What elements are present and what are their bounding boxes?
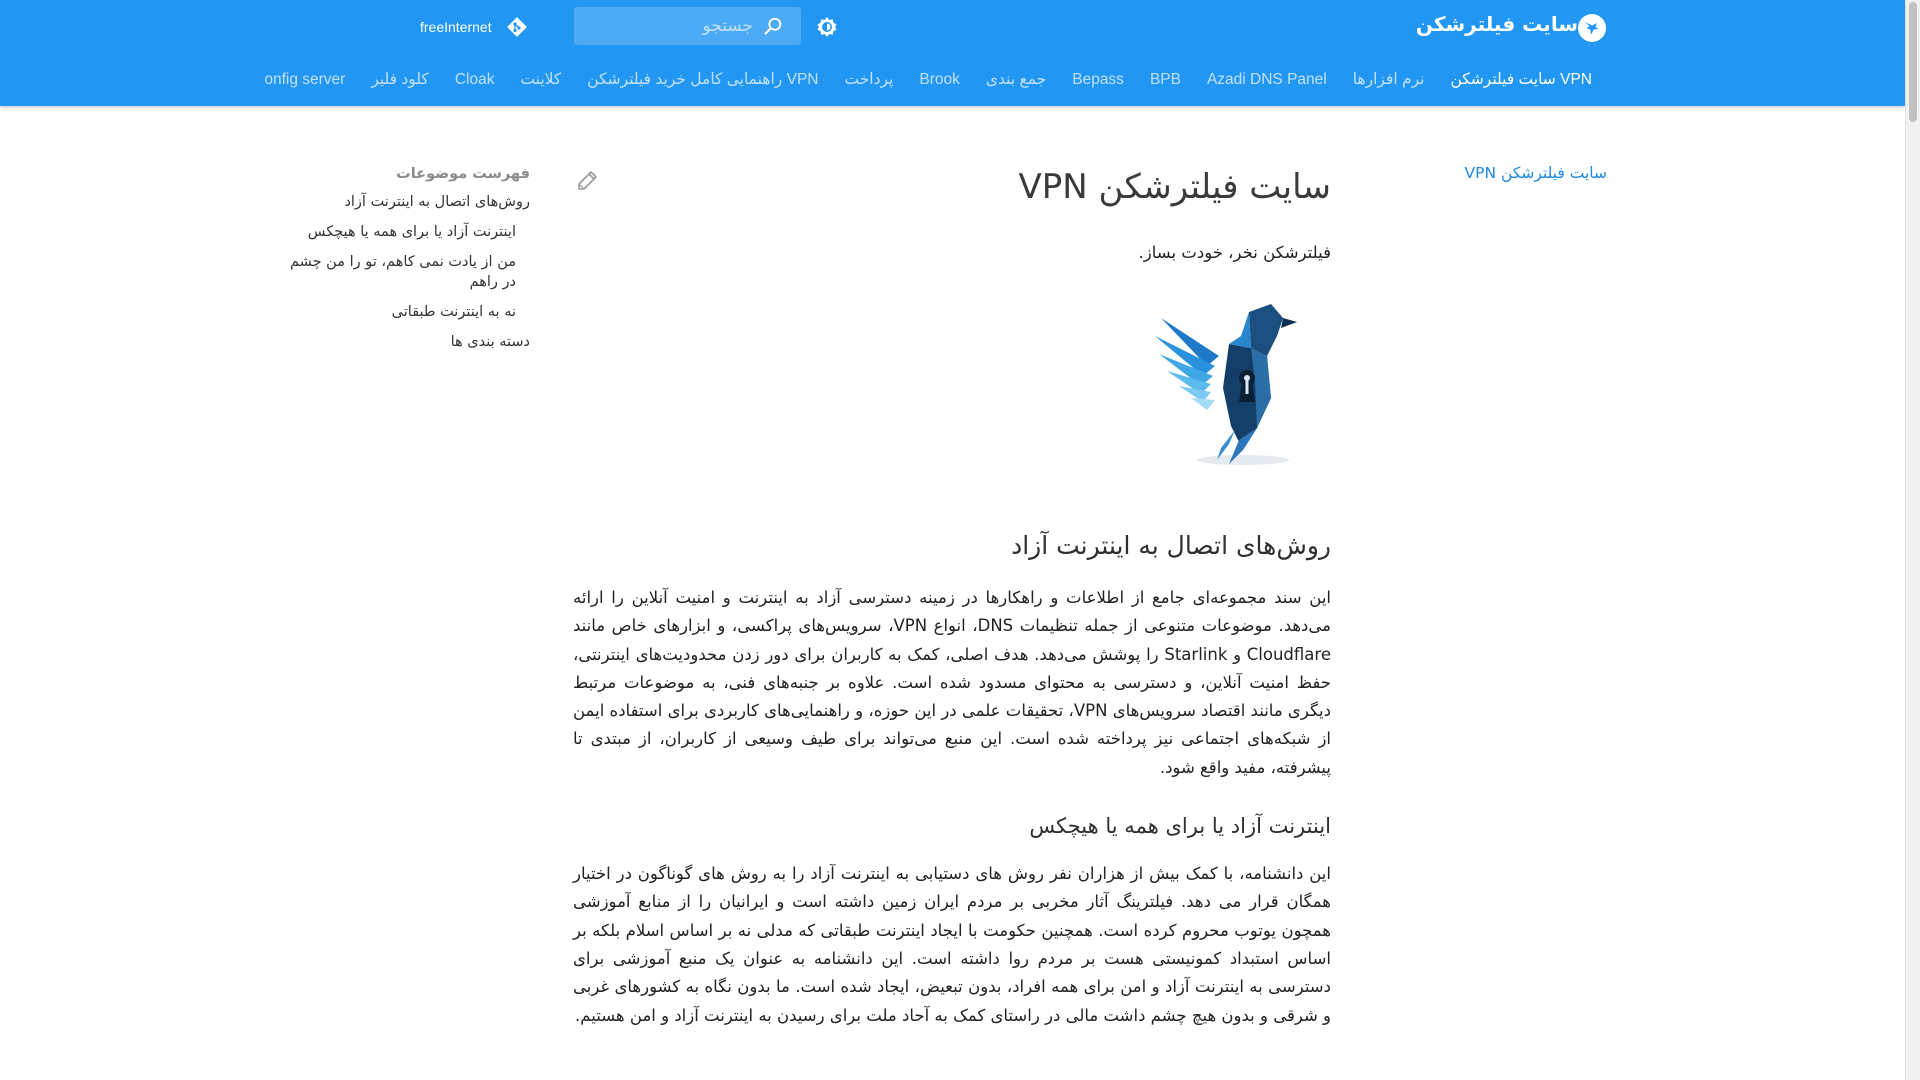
toc-item[interactable]: روش‌های اتصال به اینترنت آزاد: [344, 194, 530, 210]
toc-item[interactable]: دسته بندی ها: [450, 334, 530, 350]
tab-bepass[interactable]: Bepass: [1072, 71, 1124, 88]
toc-item[interactable]: من از یادت نمی کاهم، تو را من چشم در راهم: [290, 254, 516, 290]
tab-config-server[interactable]: onfig server: [264, 71, 346, 88]
theme-toggle-button[interactable]: [813, 13, 841, 41]
site-title[interactable]: سایت فیلترشکن: [1415, 12, 1578, 36]
section-paragraph: این دانشنامه، با کمک بیش از هزاران نفر روش های دستیابی به اینترنت آزاد را به روش های گوناگون در اختیار همگان قرار می دهد. فیلترینگ آثار مخربی بر مردم ایران زمین داشته است و ایرانیان را از منابع آموزشی همچون یوتوب محروم کرده است. همچنین حکومت با ایجاد اینترنت طبقاتی که مدلی نه بر اساس اسلام بلکه بر اساس استبداد کمونیستی هست بر مردم روا داشته است. این دانشنامه به عنوان یک منبع آموزشی برای دسترسی به اینترنت آزاد و امن برای همه افراد، بدون تبعیض، ایجاد شده است. ما بدون نگاه به کشورهای غربی و شرقی و بدون هیچ چشم داشت مالی در راستای کمک به آحاد ملت برای رسیدن به اینترنت آزاد و امن هستیم.: [573, 864, 1331, 1025]
top-header: [0, 0, 1905, 106]
tab-payment[interactable]: پرداخت: [844, 71, 894, 88]
tab-cloudflare[interactable]: کلود فلیر: [371, 71, 429, 88]
search-box: [574, 7, 801, 45]
toc-title: فهرست موضوعات: [396, 166, 530, 182]
article: [573, 155, 1331, 1030]
section-heading-free-internet-methods: روش‌های اتصال به اینترنت آزاد: [1011, 531, 1331, 560]
tab-client[interactable]: کلاینت: [520, 71, 562, 88]
primary-nav: [1465, 164, 1607, 182]
repo-label: freeInternet: [420, 19, 492, 35]
page-scrollbar[interactable]: [1905, 0, 1920, 1080]
nav-link-home[interactable]: سایت فیلترشکن VPN: [1464, 164, 1607, 182]
tab-summary[interactable]: جمع بندی: [985, 71, 1047, 88]
tab-bpb[interactable]: BPB: [1149, 71, 1181, 88]
scrollbar-thumb[interactable]: [1909, 2, 1917, 122]
site-logo[interactable]: [1578, 14, 1606, 42]
repo-link[interactable]: [420, 13, 530, 41]
toc-list: [290, 192, 530, 352]
section-heading-internet-for-all: اینترنت آزاد یا برای همه یا هیچکس: [1029, 814, 1331, 839]
toc-item[interactable]: نه به اینترنت طبقاتی: [391, 304, 516, 320]
search-icon[interactable]: [762, 16, 784, 38]
table-of-contents: [290, 164, 530, 362]
tagline: فیلترشکن نخر، خودت بساز.: [1138, 243, 1331, 262]
tab-vpn-buying-guide[interactable]: راهنمایی کامل خرید فیلترشکن VPN: [587, 71, 819, 88]
tab-azadi-dns-panel[interactable]: Azadi DNS Panel: [1206, 71, 1327, 88]
tab-cloak[interactable]: Cloak: [454, 71, 495, 88]
tab-bar: [251, 66, 1592, 94]
git-icon: [504, 14, 530, 40]
tab-software[interactable]: نرم افزارها: [1352, 71, 1425, 88]
bird-lock-logo-image: [1131, 278, 1331, 478]
bird-logo-icon: [1582, 18, 1602, 38]
brightness-icon: [815, 15, 839, 39]
page-title: سایت فیلترشکن VPN: [1018, 167, 1331, 207]
tab-brook[interactable]: Brook: [919, 71, 960, 88]
toc-item[interactable]: اینترنت آزاد یا برای همه یا هیچکس: [307, 224, 516, 240]
tab-home[interactable]: سایت فیلترشکن VPN: [1450, 71, 1592, 88]
section-paragraph: این سند مجموعه‌ای جامع از اطلاعات و راهکارها در زمینه دسترسی آزاد به اینترنت و امنیت آنلاین را ارائه می‌دهد. موضوعات متنوعی از جمله تنظیمات DNS، انواع VPN، سرویس‌های پراکسی، و ابزارهای خاص مانند Cloudflare و Starlink را پوشش می‌دهد. هدف اصلی، کمک به کاربران برای دور زدن محدودیت‌های اینترنتی، حفظ امنیت آنلاین، و دسترسی به محتوای مسدود شده است. علاوه بر جنبه‌های فنی، به موضوعات مرتبط دیگری مانند اقتصاد سرویس‌های VPN، تحقیقات علمی در این حوزه، و راهنمایی‌های کاربردی برای استفاده ایمن از شبکه‌های اجتماعی نیز پرداخته شده است. این منبع می‌تواند برای طیف وسیعی از کاربران، از مبتدی تا پیشرفته، مفید واقع شود.: [573, 588, 1331, 777]
